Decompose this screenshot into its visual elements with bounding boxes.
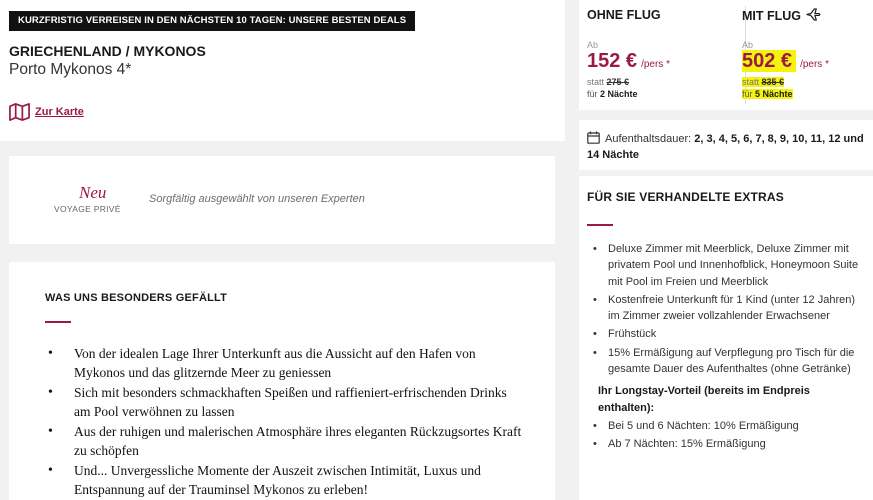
extras-box — [579, 233, 873, 500]
list-item: • Deluxe Zimmer mit Meerblick, Deluxe Zimmer mit privatem Pool und Innenhofblick, Honeymoon Suite mit Pool im Freien und Meerblick — [587, 241, 869, 290]
statt-label: statt — [587, 77, 605, 87]
fuer-label: für — [587, 89, 598, 99]
per-person-label: /pers * — [800, 59, 829, 70]
stay-duration-values: 2, 3, 4, 5, 6, 7, 8, 9, 10, 11, 12 und 14 Nächte — [587, 133, 864, 161]
extras-list — [587, 241, 869, 455]
price-line — [742, 50, 829, 73]
price-option-title-row — [742, 8, 821, 24]
old-price: 275 € — [606, 77, 630, 87]
statt-label: statt — [742, 77, 760, 87]
deal-banner: KURZFRISTIG VERREISEN IN DEN NÄCHSTEN 10 TAGEN: UNSERE BESTEN DEALS — [9, 11, 415, 31]
new-label: Neu — [79, 183, 107, 202]
map-link[interactable] — [9, 102, 84, 122]
extras-header-box — [579, 176, 873, 236]
nights-value: 5 Nächte — [755, 89, 793, 99]
list-item: • Kostenfreie Unterkunft für 1 Kind (unter 12 Jahren) im Zimmer zweier vollzahlender Erwachsener — [587, 292, 869, 325]
highlights-divider — [45, 321, 71, 323]
map-icon — [9, 102, 30, 122]
highlights-title: WAS UNS BESONDERS GEFÄLLT — [45, 292, 228, 304]
hotel-name: Porto Mykonos 4* — [9, 61, 132, 78]
stay-duration-label: Aufenthaltsdauer: — [605, 133, 692, 145]
new-offer-card — [9, 156, 555, 244]
highlights-card — [9, 262, 555, 500]
list-item: • Von der idealen Lage Ihrer Unterkunft aus die Aussicht auf den Hafen von Mykonos und das glitzernde Meer zu geniessen — [45, 344, 525, 382]
price-amount: 152 € — [587, 50, 638, 72]
nights-line — [742, 89, 793, 99]
old-price-highlight — [742, 77, 784, 87]
extras-divider — [587, 224, 613, 226]
nights-highlight — [742, 89, 793, 99]
map-link-label[interactable]: Zur Karte — [35, 106, 84, 118]
highlights-list — [45, 344, 525, 500]
nights-line — [587, 89, 638, 99]
brand-label: VOYAGE PRIVÉ — [54, 204, 121, 214]
list-item: • 15% Ermäßigung auf Verpflegung pro Tisch für die gesamte Dauer des Aufenthaltes (ohne Getränke) — [587, 345, 869, 378]
price-amount: 502 € — [742, 50, 796, 72]
list-item: • Aus der ruhigen und malerischen Atmosphäre ihres eleganten Rückzugsortes Kraft zu schöpfen — [45, 422, 525, 460]
old-price: 835 € — [761, 77, 785, 87]
new-description: Sorgfältig ausgewählt von unseren Experten — [149, 193, 365, 205]
destination-title: GRIECHENLAND / MYKONOS — [9, 43, 206, 59]
old-price-line — [587, 77, 629, 87]
price-option-title: OHNE FLUG — [587, 8, 661, 22]
nights-value: 2 Nächte — [600, 89, 638, 99]
list-item: • Bei 5 und 6 Nächten: 10% Ermäßigung — [587, 418, 869, 434]
price-box — [579, 0, 873, 110]
extras-title: FÜR SIE VERHANDELTE EXTRAS — [587, 190, 784, 204]
list-item: • Frühstück — [587, 326, 869, 342]
price-line — [587, 50, 670, 73]
price-option-title: MIT FLUG — [742, 9, 802, 23]
from-label: Ab — [742, 40, 754, 50]
list-item: • Ab 7 Nächten: 15% Ermäßigung — [587, 436, 869, 452]
longstay-title: Ihr Longstay-Vorteil (bereits im Endpreis enthalten): — [598, 385, 810, 414]
list-item: • Sich mit besonders schmackhaften Speißen und raffieniert-erfrischenden Drinks am Pool verwöhnen zu lassen — [45, 383, 525, 421]
list-item: • Und... Unvergessliche Momente der Auszeit zwischen Intimität, Luxus und Entspannung auf der Trauminsel Mykonos zu erleben! — [45, 461, 525, 499]
from-label: Ab — [587, 40, 599, 50]
fuer-label: für — [742, 89, 753, 99]
plane-icon — [806, 8, 821, 24]
stay-duration-text — [587, 131, 869, 163]
per-person-label: /pers * — [641, 59, 670, 70]
old-price-line — [742, 77, 784, 87]
booking-sidebar — [565, 0, 873, 500]
stay-duration-box — [579, 120, 873, 170]
